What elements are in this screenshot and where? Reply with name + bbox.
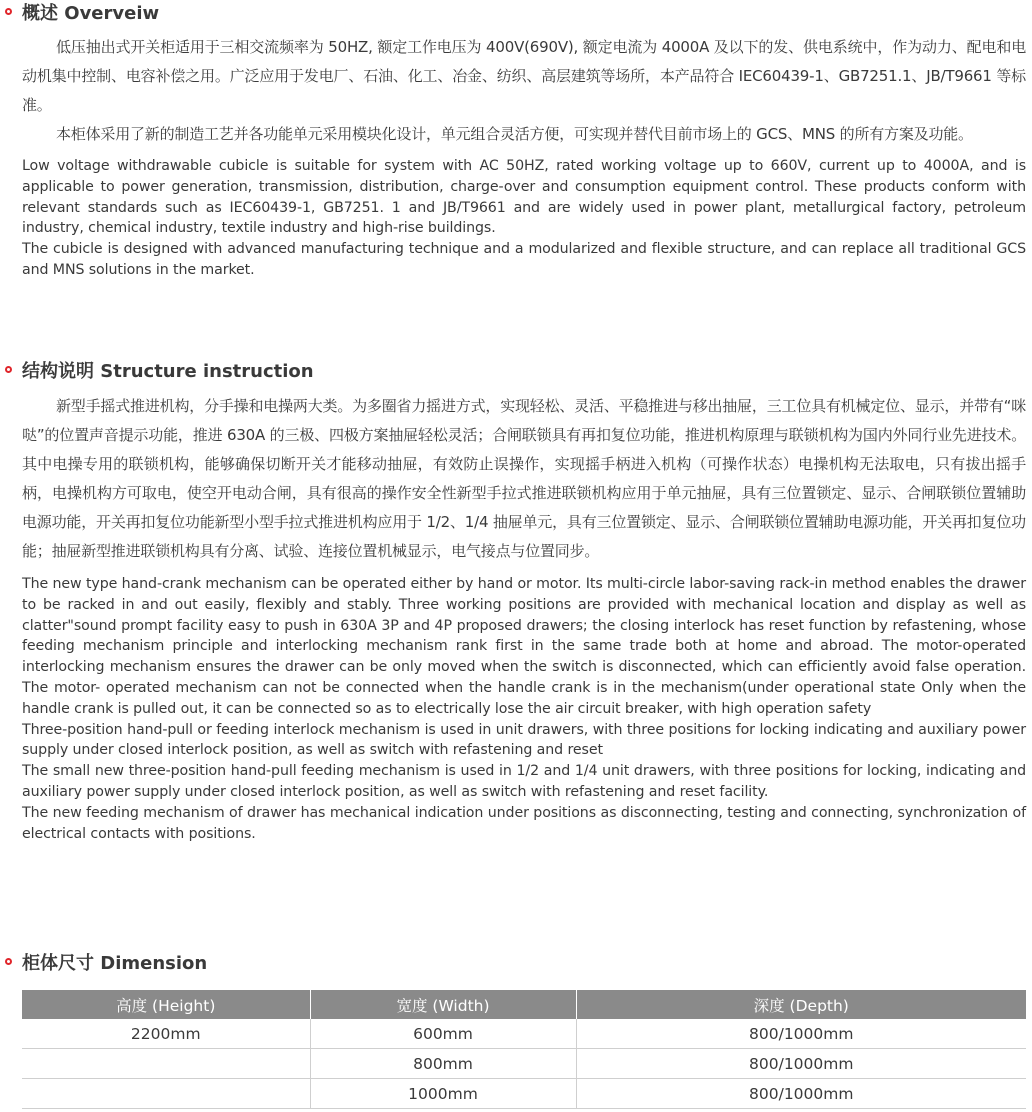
overview-heading — [0, 2, 1032, 28]
structure-en-paragraph-1: The new type hand-crank mechanism can be operated either by hand or motor. Its multi-circle labor-saving rack-in method enables the drawer to be racked in and out easily, flexibly and stably. Three working positions are provided with mechanical location and display as well as clatter"sound prompt facility easy to push in 630A 3P and 4P proposed drawers; the closing interlock has reset function by refastening, whose feeding mechanism principle and interlocking mechanism rank first in the same trade both at home and abroad. The motor-operated interlocking mechanism ensures the drawer can be only moved when the switch is disconnected, which can efficiently avoid false operation. The motor- operated mechanism can not be connected when the handle crank is in the mechanism(under operational state Only when the handle crank is pulled out, it can be connected so as to electrically lose the air circuit breaker, with high operation safety — [22, 576, 1026, 717]
bullet-circle-icon — [5, 958, 12, 965]
structure-en-paragraph-3: The small new three-position hand-pull feeding mechanism is used in 1/2 and 1/4 unit drawers, with three positions for locking, indicating and auxiliary power supply under closed interlock position, as well as switch with refastening and reset facility. — [22, 763, 1026, 800]
overview-section — [0, 2, 1032, 281]
structure-cn-paragraph-1: 新型手摇式推进机构，分手操和电操两大类。为多圈省力摇进方式，实现轻松、灵活、平稳推进与移出抽屉，三工位具有机械定位、显示，并带有“咪哒”的位置声音提示功能，推进 630A 的三极、四极方案抽屉轻松灵活；合闸联锁具有再扣复位功能，推进机构原理与联锁机构为国内外同行业先进技术。其中电操专用的联锁机构，能够确保切断开关才能移动抽屉，有效防止误操作，实现摇手柄进入机构（可操作状态）电操机构无法取电，只有拔出摇手柄，电操机构方可取电，使空开电动合闸，具有很高的操作安全性新型手拉式推进联锁机构应用于单元抽屉，具有三位置锁定、显示、合闸联锁位置辅助电源功能，开关再扣复位功能新型小型手拉式推进机构应用于 1/2、1/4 抽屉单元，具有三位置锁定、显示、合闸联锁位置辅助电源功能，开关再扣复位功能；抽屉新型推进联锁机构具有分离、试验、连接位置机械显示，电气接点与位置同步。 — [22, 397, 1026, 560]
table-row — [22, 1079, 1026, 1109]
structure-en-paragraph-4: The new feeding mechanism of drawer has mechanical indication under positions as disconnecting, testing and connecting, synchronization of electrical contacts with positions. — [22, 804, 1026, 842]
overview-heading-text: 概述 Overveiw — [22, 3, 160, 24]
bullet-circle-icon — [5, 8, 12, 15]
table-row — [22, 1019, 1026, 1049]
dimension-section — [0, 952, 1032, 978]
overview-en-paragraph-1: Low voltage withdrawable cubicle is suitable for system with AC 50HZ, rated working voltage up to 660V, current up to 4000A, and is applicable to power generation, transmission, distribution, charge-over and consumption equipment control. These products conform with relevant standards such as IEC60439-1, GB7251. 1 and JB/T9661 and are widely used in power plant, metallurgical factory, petroleum industry, chemical industry, textile industry and high-rise buildings. — [22, 158, 1026, 237]
table-header-row — [22, 990, 1026, 1019]
dimension-heading — [0, 952, 1032, 978]
column-header-height: 高度 (Height) — [22, 990, 310, 1019]
dimension-table — [22, 990, 1026, 1109]
table-cell-height — [22, 1079, 310, 1109]
table-cell-depth: 800/1000mm — [576, 1049, 1026, 1079]
column-header-width: 宽度 (Width) — [310, 990, 576, 1019]
table-cell-depth: 800/1000mm — [576, 1019, 1026, 1049]
table-cell-width: 800mm — [310, 1049, 576, 1079]
table-cell-width: 1000mm — [310, 1079, 576, 1109]
structure-heading — [0, 360, 1032, 386]
structure-en-paragraph-2: Three-position hand-pull or feeding interlock mechanism is used in unit drawers, with three positions for locking indicating and auxiliary power supply under closed interlock position, as well as switch with refastening and reset — [22, 721, 1026, 759]
overview-cn-paragraph-1: 低压抽出式开关柜适用于三相交流频率为 50HZ, 额定工作电压为 400V(690V), 额定电流为 4000A 及以下的发、供电系统中，作为动力、配电和电动机集中控制、电容补偿之用。广泛应用于发电厂、石油、化工、冶金、纺织、高层建筑等场所，本产品符合 IEC60439-1、GB7251.1、JB/T9661 等标准。 — [22, 38, 1026, 114]
column-header-depth: 深度 (Depth) — [576, 990, 1026, 1019]
table-row — [22, 1049, 1026, 1079]
structure-heading-text: 结构说明 Structure instruction — [22, 361, 314, 382]
table-cell-width: 600mm — [310, 1019, 576, 1049]
structure-section — [0, 360, 1032, 844]
dimension-heading-text: 柜体尺寸 Dimension — [22, 953, 208, 974]
table-cell-depth: 800/1000mm — [576, 1079, 1026, 1109]
table-cell-height — [22, 1049, 310, 1079]
overview-en-paragraph-2: The cubicle is designed with advanced manufacturing technique and a modularized and flexible structure, and can replace all traditional GCS and MNS solutions in the market. — [22, 241, 1026, 278]
bullet-circle-icon — [5, 366, 12, 373]
overview-cn-paragraph-2: 本柜体采用了新的制造工艺并各功能单元采用模块化设计，单元组合灵活方便，可实现并替代目前市场上的 GCS、MNS 的所有方案及功能。 — [56, 125, 973, 143]
table-cell-height: 2200mm — [22, 1019, 310, 1049]
